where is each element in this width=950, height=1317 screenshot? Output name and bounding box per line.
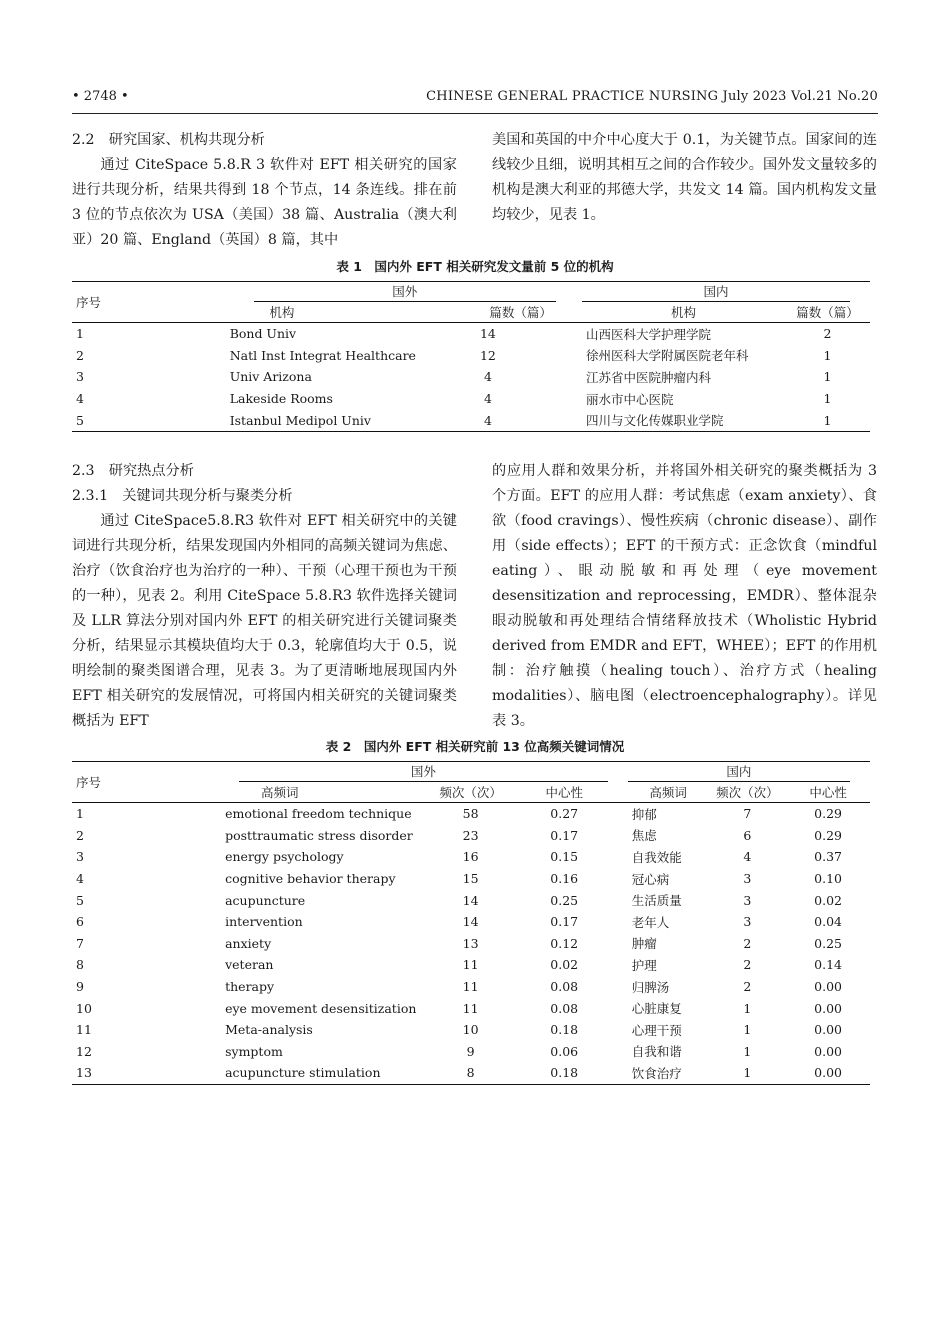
col-cent-header: 中心性 <box>521 782 608 803</box>
cell-domestic-word: 自我和谐 <box>631 1044 682 1060</box>
cell-foreign-cent: 0.08 <box>550 1000 579 1016</box>
cell-domestic-word: 饮食治疗 <box>628 1062 709 1084</box>
col-seq-header: 序号 <box>72 282 144 323</box>
cell-no: 1 <box>76 806 84 822</box>
cell-foreign-freq: 14 <box>462 914 479 930</box>
subsection-heading: 2.3.1 关键词共现分析与聚类分析 <box>72 488 293 504</box>
table1 <box>72 281 870 432</box>
cell-no: 1 <box>76 326 84 342</box>
cell-no: 2 <box>76 827 84 843</box>
cell-no: 6 <box>76 914 84 930</box>
cell-foreign-word: eye movement desensitization <box>225 1000 417 1016</box>
table-row <box>72 1019 870 1041</box>
cell-no: 4 <box>76 391 84 407</box>
cell-domestic-count: 1 <box>785 409 870 431</box>
table-row <box>72 868 870 890</box>
header-rule <box>72 113 878 114</box>
cell-foreign-cent: 0.17 <box>550 914 579 930</box>
cell-no: 10 <box>76 1000 92 1016</box>
section-2-3-right-column <box>492 459 877 734</box>
cell-domestic-word: 抑郁 <box>631 806 657 822</box>
table2-caption: 表 2 国内外 EFT 相关研究前 13 位高频关键词情况 <box>325 739 625 754</box>
table-row <box>72 323 870 345</box>
cell-domestic-freq: 1 <box>743 1043 752 1059</box>
journal-info: CHINESE GENERAL PRACTICE NURSING July 2023 Vol.21 No.20 <box>426 89 878 104</box>
col-word-header: 高频词 <box>628 782 709 803</box>
page-number: • 2748 • <box>72 89 129 104</box>
cell-foreign-cent: 0.17 <box>550 827 579 843</box>
table-row <box>72 976 870 998</box>
table-row <box>72 997 870 1019</box>
cell-foreign-cent: 0.08 <box>550 979 579 995</box>
table-row <box>72 846 870 868</box>
cell-domestic-cent: 0.14 <box>814 957 843 973</box>
cell-foreign-word: posttraumatic stress disorder <box>225 827 413 843</box>
cell-domestic-inst: 丽水市中心医院 <box>586 391 674 407</box>
cell-domestic-cent: 0.00 <box>814 1000 843 1016</box>
group-foreign-header: 国外 <box>239 762 608 782</box>
section-heading: 2.2 研究国家、机构共现分析 <box>72 132 265 148</box>
cell-domestic-cent: 0.04 <box>814 914 843 930</box>
cell-domestic-word: 老年人 <box>631 914 670 930</box>
table-row <box>72 911 870 933</box>
col-inst-header: 机构 <box>144 302 420 323</box>
cell-domestic-word: 护理 <box>631 957 657 973</box>
cell-foreign-inst: Univ Arizona <box>229 369 312 385</box>
section-2-3-left-column <box>72 459 457 734</box>
cell-domestic-count: 1 <box>823 347 832 363</box>
table-row <box>72 1041 870 1063</box>
cell-domestic-freq: 3 <box>743 914 752 930</box>
cell-foreign-word: cognitive behavior therapy <box>225 871 396 887</box>
cell-no: 4 <box>76 871 84 887</box>
col-word-header: 高频词 <box>139 782 420 803</box>
cell-foreign-count: 14 <box>479 326 496 342</box>
cell-domestic-cent: 0.37 <box>814 849 843 865</box>
col-inst-header: 机构 <box>582 302 785 323</box>
table-row <box>72 1062 870 1084</box>
cell-no: 7 <box>76 935 84 951</box>
cell-foreign-count: 12 <box>479 347 496 363</box>
cell-foreign-cent: 0.27 <box>550 806 579 822</box>
cell-domestic-word: 焦虑 <box>631 828 657 844</box>
cell-foreign-cent: 0.02 <box>550 957 579 973</box>
cell-foreign-word: acupuncture stimulation <box>139 1062 420 1084</box>
cell-foreign-freq: 8 <box>420 1062 520 1084</box>
cell-foreign-word: symptom <box>225 1043 283 1059</box>
section-2-2-right-column <box>492 128 877 228</box>
cell-foreign-cent: 0.06 <box>550 1043 579 1059</box>
cell-foreign-cent: 0.18 <box>550 1022 579 1038</box>
paragraph-continued: 美国和英国的中介中心度大于 0.1，为关键节点。国家间的连线较少且细，说明其相互之间的合作较少。国外发文量较多的机构是澳大利亚的邦德大学，共发文 14 篇。国内机构发文量均较少，见表 1。 <box>492 132 877 223</box>
cell-foreign-word: veteran <box>225 957 274 973</box>
cell-foreign-word: emotional freedom technique <box>225 806 412 822</box>
cell-foreign-count: 4 <box>483 391 492 407</box>
col-count-header: 篇数（篇） <box>420 302 556 323</box>
cell-domestic-count: 2 <box>823 326 832 342</box>
cell-foreign-word: intervention <box>225 914 303 930</box>
cell-foreign-freq: 23 <box>462 827 479 843</box>
cell-foreign-word: therapy <box>225 979 275 995</box>
cell-domestic-freq: 1 <box>743 1022 752 1038</box>
cell-domestic-cent: 0.00 <box>786 1062 870 1084</box>
col-freq-header: 频次（次） <box>420 782 520 803</box>
cell-domestic-cent: 0.10 <box>814 871 843 887</box>
group-domestic-header: 国内 <box>582 282 850 302</box>
cell-domestic-freq: 3 <box>743 892 752 908</box>
cell-foreign-freq: 10 <box>462 1022 479 1038</box>
section-2-2-left-column <box>72 128 457 253</box>
col-seq-header: 序号 <box>72 762 139 803</box>
cell-foreign-inst: Istanbul Medipol Univ <box>144 409 420 431</box>
cell-foreign-inst: Bond Univ <box>229 326 297 342</box>
cell-domestic-word: 心脏康复 <box>631 1001 682 1017</box>
cell-foreign-freq: 11 <box>462 957 479 973</box>
cell-domestic-inst: 徐州医科大学附属医院老年科 <box>586 348 749 364</box>
cell-domestic-cent: 0.29 <box>814 827 843 843</box>
cell-foreign-word: acupuncture <box>225 892 306 908</box>
cell-domestic-freq: 1 <box>743 1000 752 1016</box>
cell-domestic-cent: 0.02 <box>814 892 843 908</box>
cell-no: 11 <box>76 1022 92 1038</box>
cell-foreign-freq: 11 <box>462 979 479 995</box>
cell-domestic-inst: 山西医科大学护理学院 <box>586 326 712 342</box>
table-row <box>72 954 870 976</box>
cell-domestic-word: 自我效能 <box>631 849 682 865</box>
cell-foreign-freq: 58 <box>462 806 479 822</box>
cell-domestic-count: 1 <box>823 369 832 385</box>
cell-foreign-cent: 0.25 <box>550 892 579 908</box>
cell-domestic-inst: 江苏省中医院肿瘤内科 <box>586 369 712 385</box>
table1-caption: 表 1 国内外 EFT 相关研究发文量前 5 位的机构 <box>336 259 614 274</box>
cell-foreign-inst: Lakeside Rooms <box>229 391 333 407</box>
cell-domestic-freq: 4 <box>743 849 752 865</box>
cell-domestic-freq: 2 <box>743 979 752 995</box>
group-domestic-header: 国内 <box>628 762 850 782</box>
cell-foreign-word: energy psychology <box>225 849 344 865</box>
table-row <box>72 803 870 825</box>
cell-foreign-count: 4 <box>483 369 492 385</box>
table-row <box>72 388 870 410</box>
table-row <box>72 933 870 955</box>
cell-no: 5 <box>76 892 84 908</box>
cell-foreign-count: 4 <box>420 409 556 431</box>
cell-domestic-count: 1 <box>823 391 832 407</box>
cell-domestic-word: 心理干预 <box>631 1022 682 1038</box>
cell-domestic-word: 肿瘤 <box>631 936 657 952</box>
cell-domestic-freq: 1 <box>708 1062 786 1084</box>
section-heading: 2.3 研究热点分析 <box>72 463 194 479</box>
cell-foreign-cent: 0.18 <box>521 1062 608 1084</box>
cell-foreign-freq: 15 <box>462 871 479 887</box>
paragraph-continued: 的应用人群和效果分析，并将国外相关研究的聚类概括为 3 个方面。EFT 的应用人群：考试焦虑（exam anxiety）、食欲（food cravings）、慢性疾病（chronic disease）、副作用（side effects）；EFT 的干预方式：正念饮食（mindful eating）、眼动脱敏和再处理（eye movement desensitization and reprocessing，EMDR）、整体混杂眼动脱敏和再处理结合情绪释放技术（Wholistic Hybrid derived from EMDR and EFT，WHEE）；EFT 的作用机制：治疗触摸（healing touch）、治疗方式（healing modalities）、脑电图（electroencephalography）。详见表 3。 <box>492 463 877 729</box>
paragraph: 通过 CiteSpace5.8.R3 软件对 EFT 相关研究中的关键词进行共现分析，结果发现国内外相同的高频关键词为焦虑、治疗（饮食治疗也为治疗的一种）、干预（心理干预也为干预的一种），见表 2。利用 CiteSpace 5.8.R3 软件选择关键词及 LLR 算法分别对国内外 EFT 的相关研究进行关键词聚类分析，结果显示其模块值均大于 0.3，轮廓值均大于 0.5，说明绘制的聚类图谱合理，见表 3。为了更清晰地展现国内外 EFT 相关研究的发展情况，可将国内相关研究的关键词聚类概括为 EFT <box>72 513 457 729</box>
cell-domestic-cent: 0.29 <box>814 806 843 822</box>
cell-domestic-word: 归脾汤 <box>631 979 670 995</box>
cell-domestic-freq: 2 <box>743 957 752 973</box>
cell-domestic-freq: 7 <box>743 806 752 822</box>
cell-foreign-freq: 14 <box>462 892 479 908</box>
cell-domestic-freq: 6 <box>743 827 752 843</box>
cell-domestic-word: 生活质量 <box>631 893 682 909</box>
col-count-header: 篇数（篇） <box>785 302 870 323</box>
cell-no: 9 <box>76 979 84 995</box>
cell-foreign-freq: 16 <box>462 849 479 865</box>
table-row <box>72 889 870 911</box>
cell-foreign-word: anxiety <box>225 935 272 951</box>
cell-foreign-word: Meta-analysis <box>225 1022 313 1038</box>
cell-foreign-freq: 9 <box>466 1043 475 1059</box>
cell-domestic-cent: 0.00 <box>814 1022 843 1038</box>
cell-domestic-cent: 0.00 <box>814 979 843 995</box>
col-cent-header: 中心性 <box>786 782 870 803</box>
table-row <box>72 366 870 388</box>
cell-domestic-freq: 3 <box>743 871 752 887</box>
table-row <box>72 409 870 431</box>
cell-foreign-cent: 0.16 <box>550 871 579 887</box>
cell-domestic-word: 冠心病 <box>631 871 670 887</box>
cell-no: 13 <box>72 1062 139 1084</box>
cell-foreign-freq: 11 <box>462 1000 479 1016</box>
paragraph: 通过 CiteSpace 5.8.R 3 软件对 EFT 相关研究的国家进行共现分析，结果共得到 18 个节点，14 条连线。排在前 3 位的节点依次为 USA（美国）38 篇、Australia（澳大利亚）20 篇、England（英国）8 篇，其中 <box>72 157 457 248</box>
cell-foreign-cent: 0.15 <box>550 849 579 865</box>
cell-foreign-inst: Natl Inst Integrat Healthcare <box>229 347 416 363</box>
cell-foreign-cent: 0.12 <box>550 935 579 951</box>
cell-domestic-cent: 0.25 <box>814 935 843 951</box>
running-header <box>72 89 878 109</box>
table-row <box>72 345 870 367</box>
col-freq-header: 频次（次） <box>708 782 786 803</box>
cell-foreign-freq: 13 <box>462 935 479 951</box>
group-foreign-header: 国外 <box>254 282 556 302</box>
cell-no: 5 <box>72 409 144 431</box>
table2 <box>72 761 870 1085</box>
cell-domestic-freq: 2 <box>743 935 752 951</box>
cell-no: 3 <box>76 369 84 385</box>
cell-no: 8 <box>76 957 84 973</box>
cell-domestic-cent: 0.00 <box>814 1043 843 1059</box>
cell-domestic-inst: 四川与文化传媒职业学院 <box>582 409 785 431</box>
cell-no: 3 <box>76 849 84 865</box>
cell-no: 2 <box>76 347 84 363</box>
table-row <box>72 825 870 847</box>
cell-no: 12 <box>76 1043 92 1059</box>
